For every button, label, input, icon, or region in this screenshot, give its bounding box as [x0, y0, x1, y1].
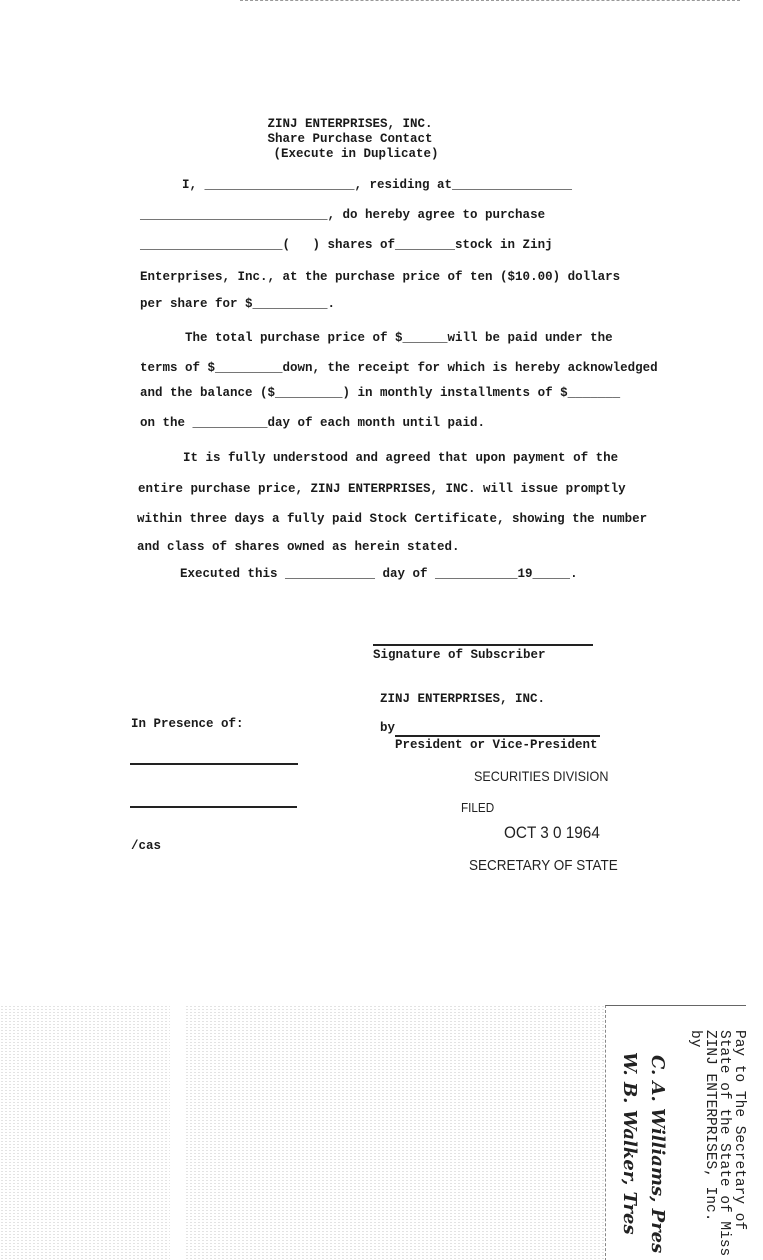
stamp-filed: FILED: [461, 800, 495, 815]
body-line: terms of $_________down, the receipt for which is hereby acknowledged: [140, 361, 658, 375]
stamp-division: SECURITIES DIVISION: [474, 768, 609, 784]
body-line: per share for $__________.: [140, 297, 336, 311]
typist-initials: /cas: [131, 839, 162, 853]
by-label: by: [380, 721, 396, 735]
stamp-date: OCT 3 0 1964: [504, 823, 600, 842]
body-line: _________________________, do hereby agree to purchase: [140, 208, 546, 222]
body-line: The total purchase price of $______will be paid under the: [185, 331, 613, 345]
document-title: Share Purchase Contact: [267, 132, 433, 146]
body-line: I, ____________________, residing at________________: [182, 178, 573, 192]
officer-signature-line: [395, 735, 600, 737]
body-line: and the balance ($_________) in monthly installments of $_______: [140, 386, 621, 400]
president-signature: C. A. Williams, Pres: [647, 1055, 668, 1254]
body-line: Enterprises, Inc., at the purchase price of ten ($10.00) dollars: [140, 270, 621, 284]
body-line: ___________________( ) shares of________stock in Zinj: [140, 238, 553, 252]
scan-noise: [185, 1005, 605, 1260]
body-line: within three days a fully paid Stock Certificate, showing the number: [137, 512, 648, 526]
document-subtitle: (Execute in Duplicate): [273, 147, 439, 161]
subscriber-signature-label: Signature of Subscriber: [373, 648, 546, 662]
treasurer-signature: W. B. Walker, Tres: [619, 1052, 640, 1235]
officer-label: President or Vice-President: [395, 738, 598, 752]
execution-line: Executed this ____________ day of ___________19_____.: [180, 567, 578, 581]
body-line: on the __________day of each month until paid.: [140, 416, 486, 430]
witness-line-2: [130, 806, 297, 808]
company-heading: ZINJ ENTERPRISES, INC.: [267, 117, 433, 131]
body-line: It is fully understood and agreed that upon payment of the: [183, 451, 619, 465]
company-signature-heading: ZINJ ENTERPRISES, INC.: [380, 692, 546, 706]
in-presence-label: In Presence of:: [131, 717, 244, 731]
stamp-office: SECRETARY OF STATE: [469, 857, 618, 874]
subscriber-signature-line: [373, 644, 593, 646]
body-line: entire purchase price, ZINJ ENTERPRISES, INC. will issue promptly: [138, 482, 626, 496]
scan-noise: [0, 1005, 170, 1260]
endorsement-text: Pay to The Secretary of State of the State of Miss ZINJ ENTERPRISES, Inc. by: [687, 1030, 747, 1257]
scan-edge: [240, 0, 740, 2]
witness-line-1: [130, 763, 298, 765]
body-line: and class of shares owned as herein stated.: [137, 540, 460, 554]
